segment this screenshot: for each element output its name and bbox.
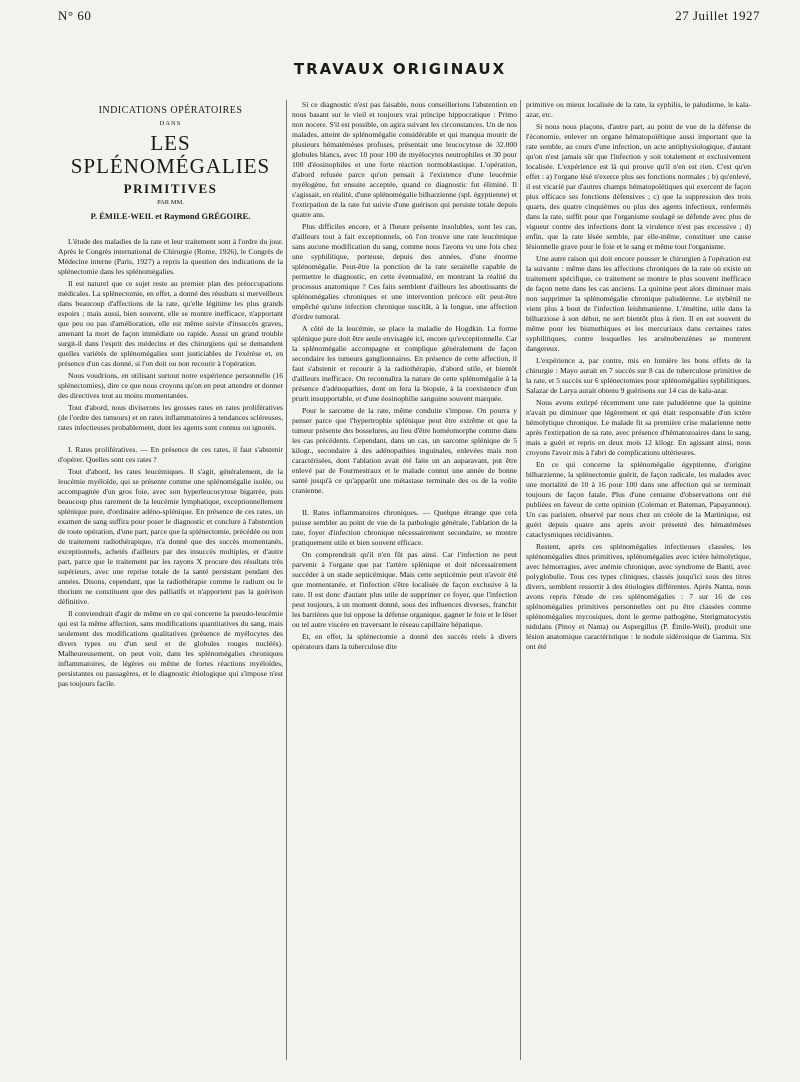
paragraph: Si nous nous plaçons, d'autre part, au point de vue de la défense de l'économie, enlever un organe hématopoïétique aussi important que la rate semble, au cours d'une infection, un acte antiphysiologique, d'autant qu'on n'est jamais sûr que l'infection y soit totalement et exclusivement localisée. L'expérience est là qui prouve qu'il n'en est rien. C'est qu'en effet : a) l'organe lésé n'exerce plus ses fonctions normales ; b) qu'enlevé, il est vicarié par d'autres champs hématopoïétiques qui exercent de façon plus efficace ses fonctions défensives ; c) que la suppression des trois quarts, des quatre cinquièmes ou plus des agents infectieux, renfermés dans la rate, suffit pour que l'organisme soulagé se défende avec plus de vigueur contre des infections dont la virulence n'est pas excessive ; d) enfin, que la rate lésée semble, par elle-même, constituer une cause lésionnelle grave pour le foie et le sang et même tout l'organisme. [526,122,751,251]
paragraph: L'étude des maladies de la rate et leur traitement sont à l'ordre du jour. Après le Congrès international de Chirurgie (Rome, 1926), le Congrès de Médecine interne (Paris, 1927) a repris la question des indications de la splénectomie dans les splénomégalies. [58,237,283,276]
article-dans: DANS [159,120,182,127]
column-2 [292,100,517,654]
page-header [58,8,760,24]
section-heading-paragraph: I. Rates prolifératives. — En présence de ces rates, il faut s'abstenir d'opérer. Quelles sont ces rates ? [58,445,283,464]
paragraph: On comprendrait qu'il n'en fût pas ainsi. Car l'infection ne peut parvenir à l'organe que par l'artère splénique et doit nécessairement succéder à un stade septicémique. Mais cette septicémie peut n'avoir été que momentanée, et l'infection s'être localisée de façon exclusive à la rate. Il est donc d'autant plus utile de supprimer ce foyer, que l'infection peut toujours, à un moment donné, sous des influences diverses, franchir les barrières que lui oppose la défense organique, gagner le foie et le léser ou tel autre viscère en traversant le réseau capillaire hépatique. [292,550,517,629]
paragraph: Tout d'abord, les rates leucémiques. Il s'agit, généralement, de la leucémie myéloïde, qui se présente comme une splénomégalie isolée, ou accompagnée d'un gros foie, avec son hyperleucocytose bigarrée, puis beaucoup plus rarement de la leucémie lymphatique, exceptionnellement splénique pure, d'ordinaire adéno-splénique. En présence de ces rates, un examen de sang suffira pour poser le diagnostic et conclure à l'abstention de toute opération, d'une part, parce que la splénectomie, précédée ou non de traitement radiothérapique, n'a donné que des succès momentanés, exceptionnels, achetés d'ailleurs par des insuccès multiples, et d'autre part, parce que le traitement par les rayons X procure des résultats très supérieurs, avec une reprise totale de la santé persistant pendant des années. Disons, cependant, que la radiothérapie comme le radium ou le thorium ne constituent que des palliatifs et n'apportent pas la guérison définitive. [58,467,283,606]
paragraph: L'expérience a, par contre, mis en lumière les bons effets de la chirurgie : Mayo aurait en 7 succès sur 8 cas de tuberculose primitive de la rate, et 5 succès sur 6 splénectomies pour splénomégalies syphilitiques. Salazar de Larya aurait obtenu 9 guérisons sur 14 cas de kala-azar. [526,356,751,395]
paragraph: Pour le sarcome de la rate, même conduite s'impose. On pourra y penser parce que l'hypertrophie splénique peut être extrême et que la tumeur présente des bosselures, au lieu d'être homéomorphe comme dans les cas précédents. Cependant, dans un cas, un sarcome splénique de 5 kilogr., secondaire à des adénopathies inguinales, enlevées mais non caractérisées, dont l'ablation avait été faite un an auparavant, put être enlevé par de Fourmestraux et le malade connut une année de bonne santé jusqu'à ce qu'apparût une métastase terminale des os de la voûte cranienne. [292,406,517,495]
section-heading-paragraph: II. Rates inflammatoires chroniques. — Quelque étrange que cela puisse sembler au point de vue de la pathologie générale, l'ablation de la rate, foyer d'infection chronique nécessairement secondaire, se montre pratiquement utile et bien souvent efficace. [292,508,517,547]
column-3 [526,100,751,654]
issue-date: 27 Juillet 1927 [675,8,760,23]
paragraph: Nous voudrions, en utilisant surtout notre expérience personnelle (16 splénectomies), dire ce que nous croyons qu'on en peut attendre et donner des directives tout au moins momentanées. [58,371,283,400]
paragraph: Si ce diagnostic n'est pas faisable, nous conseillerions l'abstention en nous basant sur le vieil et toujours vrai principe hippocratique : Primo non nocere. S'il est possible, on agira suivant les circonstances. Un de nos malades, atteint de splénomégalie considérable et qui manqua mourir de plusieurs hématémèses profuses, présentait une leucocytose de 32.000 globules blancs, avec 10 pour 100 de myélocytes neutrophiles et 30 pour 100 d'éosinophiles et une forte réaction normoblastique. L'opération, d'abord refusée parce qu'on pensait à l'existence d'une leucémie myélogène, fut ensuite acceptée, quand ce diagnostic fut éliminé. Il s'agissait, en réalité, d'une splénomégalie bilharzienne (spl. égyptienne) et l'extirpation de la rate fut suivie d'une guérison qui persiste totale depuis quatre ans. [292,100,517,219]
paragraph: En ce qui concerne la splénomégalie égyptienne, d'origine bilharzienne, la splénectomie guérit, de façon radicale, les malades avec une mortalité de 10 à 16 pour 100 dans une affection qui se terminait toujours de façon fatale. Plus d'une centaine d'observations ont été publiées en faveur de cette opinion (Coleman et Bateman, Papayannou). Un cas parisien, observé par nous chez un créole de la Martinique, est guéri depuis quatre ans après avoir présenté des hématémèses cataclysmiques récidivantes. [526,460,751,539]
paragraph: Et, en effet, la splénectomie a donné des succès réels à divers opérateurs dans la tuberculose dite [292,632,517,651]
paragraph: Plus difficiles encore, et à l'heure présente insolubles, sont les cas, d'ailleurs tout à fait exceptionnels, où l'on trouve une rate leucémique sans aucune modification du sang, comme nous l'avons vu une fois chez une syphilitique, porteuse, depuis des années, d'une énorme splénomégalie. Peut-être la ponction de la rate seraitelle capable de permettre le diagnostic, en cette éventualité, en montrant la réalité du processus anatomique ? Ces faits semblent d'ailleurs les aboutissants de splénomégalies chroniques et une intervention précoce eût peut-être empêché qu'une infection chronique suscitât, à la longue, une affection d'ordre tumoral. [292,222,517,321]
article-kicker: INDICATIONS OPÉRATOIRES [98,105,243,116]
paragraph: Il est naturel que ce sujet reste au premier plan des préoccupations médicales. La splénectomie, en effet, a donné des résultats si merveilleux dans beaucoup d'affections de la rate, qu'elle légitime les plus grands espoirs ; mais aussi, bien souvent, elle se montre inefficace, n'apportant que peu ou pas d'amélioration, elle est même suivie d'insuccès graves, amenant la mort de façon immédiate ou rapide. Aussi un grand trouble surgit-il dans l'esprit des médecins et des chirurgiens qui se demandent quelles variétés de splénomégalies sont justiciables de l'exérèse et, en présence d'un cas donné, si l'on doit ou non recourir à l'opération. [58,279,283,368]
article-subtitle: PRIMITIVES [123,181,218,196]
column-divider [286,100,287,1060]
section-title: TRAVAUX ORIGINAUX [293,60,507,78]
paragraph: Il conviendrait d'agir de même en ce qui concerne la pseudo-leucémie qui est la même affection, sans modifications quantitatives du sang, mais seulement des modifications qualitatives (présence de myélocytes des divers types ou d'un seul et de globules rouges nucléés). Malheureusement, on peut voir, dans les splénomégalies chroniques inflammatoires, de légères ou même de fortes réactions myéloïdes, persistantes ou passagères, et le diagnostic étiologique qui s'impose n'est pas toujours facile. [58,609,283,688]
column-1 [58,100,283,691]
article-title: LES SPLÉNOMÉGALIES [70,131,271,178]
issue-number: N° 60 [58,8,92,23]
paragraph: Tout d'abord, nous diviserons les grosses rates en rates prolifératives (de l'ordre des tumeurs) et en rates inflammatoires à tendances scléreuses, rates infectieuses probablement, dont les agents sont connus ou ignorés. [58,403,283,432]
paragraph: Une autre raison qui doit encore pousser le chirurgien à l'opération est la suivante : même dans les affections chroniques de la rate où existe un traitement spécifique, ce traitement se montre le plus souvent inefficace de façon nette dans les cas anciens. La quinine peut alors diminuer mais non supprimer la splénomégalie chronique paludéenne. Le stybénil ne vient plus à bout de l'infection leishmanienne. L'émétine, utile dans la bilharziose à son début, ne sert bientôt plus à rien. Il en est souvent de même pour les bismuthiques et les mercuriaux dans certaines rates syphilitiques, contre lesquelles les arsénobenzènes se montrent dangereux. [526,254,751,353]
column-divider [520,100,521,1060]
article-authors: P. ÉMILE-WEIL et Raymond GRÉGOIRE. [90,211,251,221]
paragraph: primitive ou mieux localisée de la rate, la syphilis, le paludisme, le kala-azar, etc. [526,100,751,119]
paragraph: A côté de la leucémie, se place la maladie de Hogdkin. La forme splénique pure doit être seule envisagée ici, encore qu'exceptionnelle. Car la splénomégalie accompagne et complique généralement de façon secondaire les tumeurs ganglionnaires. En présence de cette affection, il faut s'abstenir et recourir à la radiothérapie, d'abord utile, et bientôt d'ailleurs inefficace. On reconnaîtra la nature de cette splénomégalie à la présence d'adénopathies, dont on fera la biopsie, à la coexistence d'un prurit insupportable, et d'une éosinophilie sanguine souvent marquée. [292,324,517,403]
paragraph: Restent, après ces splénomégalies infectieuses classées, les splénomégalies dites primitives, splénomégalies avec ictère hémolytique, avec hémorragies, avec anémie chronique, avec syndrome de Banti, avec polyglobulie. Tous ces types cliniques, classés jusqu'ici sous des titres divers, semblent ressortir à des étiologies différentes. Après Nanta, nous avons repris l'étude de ces splénomégalies : 7 sur 16 de ces splénomégalies primitives personnelles ont pu être classées comme splénomégalies mycosiques, dont le germe pathogène, Sterigmatocystis nidulans (Pinoy et Nanta) ou Aspergillus (P. Émile-Weil), produit une lésion anatomique caractéristique : le nodule sidérosique de Gamma. Six ont été [526,542,751,651]
paragraph: Nous avons extirpé récemment une rate paludéenne que la quinine n'avait pu diminuer que légèrement et qui était responsable d'un ictère hémolytique chronique. Le malade fit sa première crise malarienne nette après l'extirpation de sa rate, avec présence d'hématozoaires dans le sang, mais a guéri et repris en deux mois 12 kilogr. En agissant ainsi, nous croyons l'avoir mis à l'abri de complications ultérieures. [526,398,751,457]
article-par: PAR MM. [157,199,184,206]
